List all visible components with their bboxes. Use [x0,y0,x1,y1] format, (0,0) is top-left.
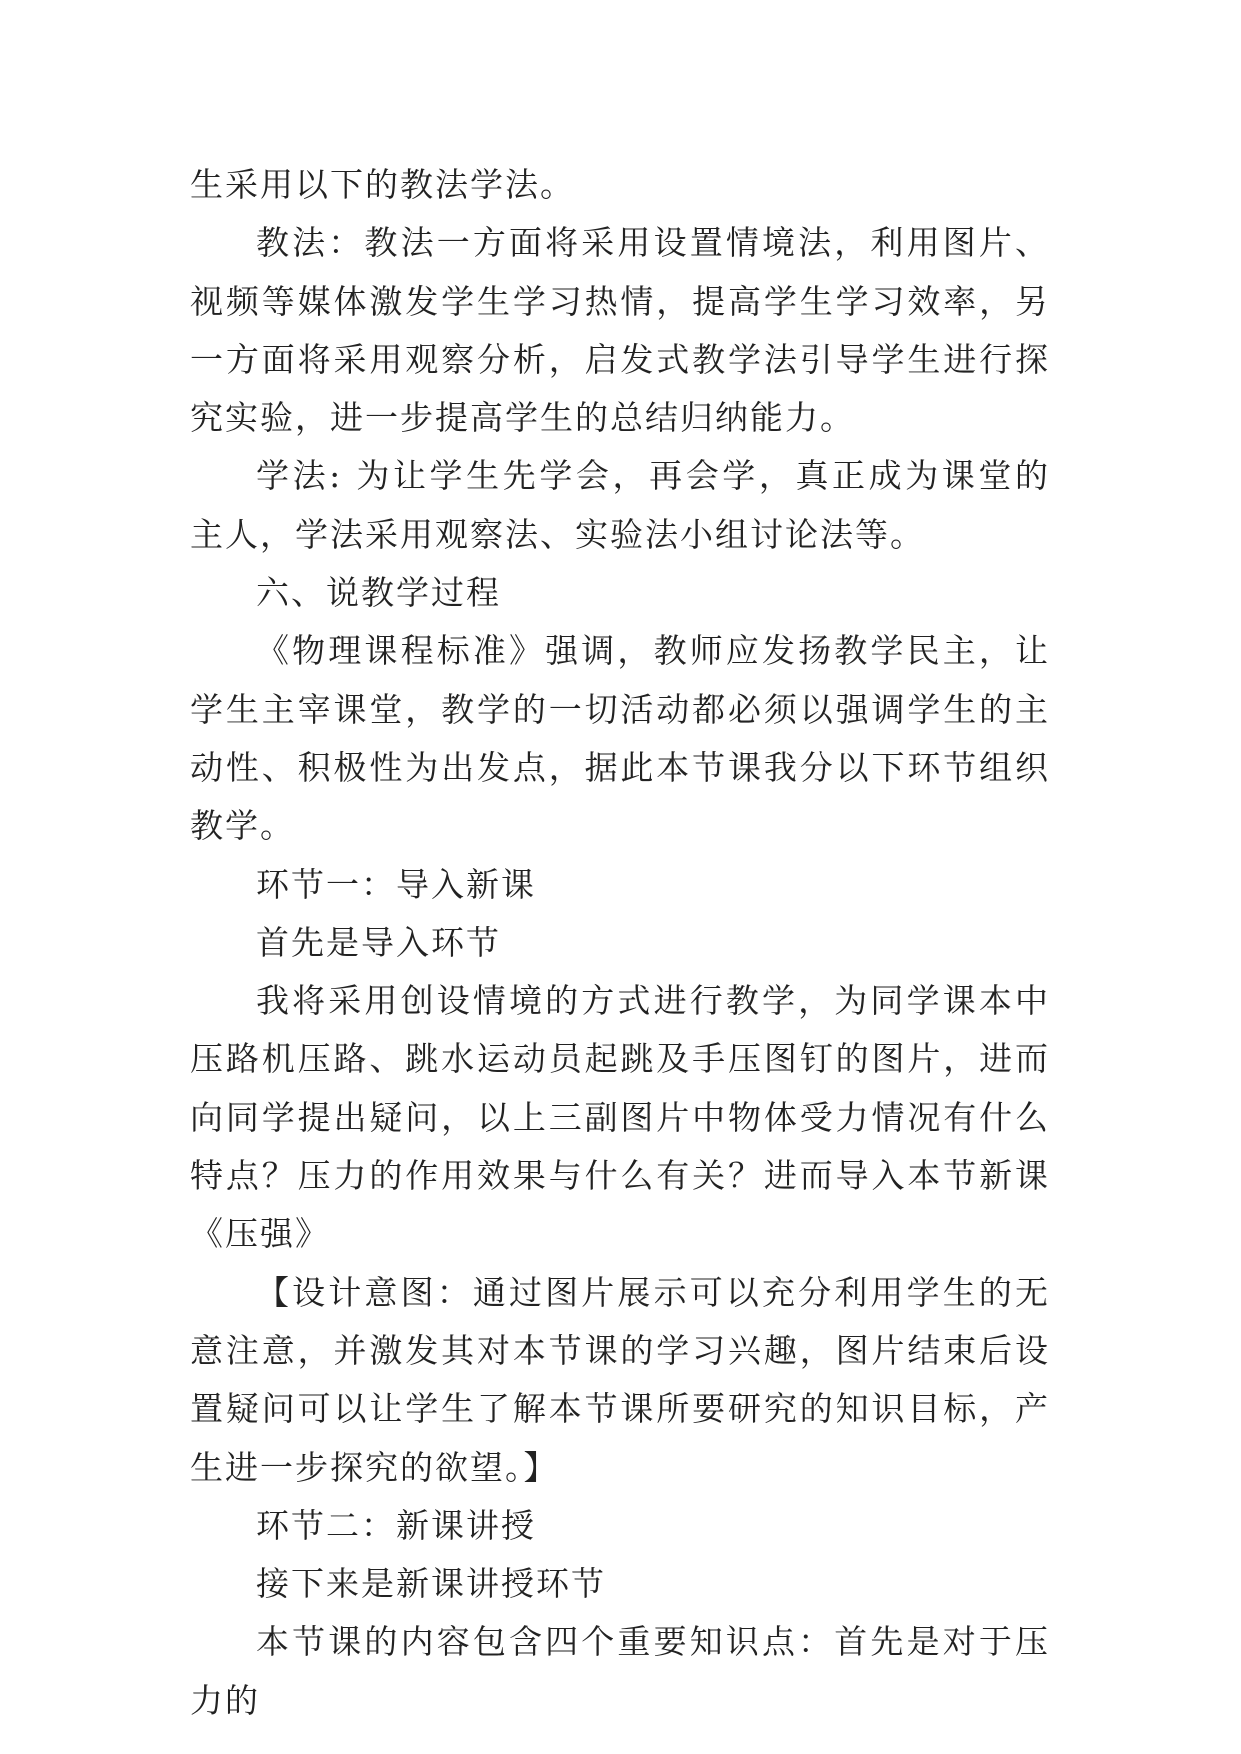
paragraph-knowledge-points: 本节课的内容包含四个重要知识点：首先是对于压力的 [190,1622,1050,1720]
paragraph-intro-stage: 首先是导入环节 [256,922,501,962]
section-heading-teaching-process: 六、说教学过程 [256,573,501,613]
paragraph-scenario-teaching: 我将采用创设情境的方式进行教学，为同学课本中压路机压路、跳水运动员起跳及手压图钉的图片，进而向同学提出疑问，以上三副图片中物体受力情况有什么特点？压力的作用效果与什么有关？进而导入本节新课《压强》 [190,981,1050,1254]
subheading-stage-two: 环节二：新课讲授 [256,1505,536,1545]
paragraph-curriculum-standard: 《物理课程标准》强调，教师应发扬教学民主，让学生主宰课堂，教学的一切活动都必须以强调学生的主动性、积极性为出发点，据此本节课我分以下环节组织教学。 [190,631,1050,846]
paragraph-new-lesson-stage: 接下来是新课讲授环节 [256,1564,606,1604]
paragraph-design-intent: 【设计意图：通过图片展示可以充分利用学生的无意注意，并激发其对本节课的学习兴趣，图片结束后设置疑问可以让学生了解本节课所要研究的知识目标，产生进一步探究的欲望。】 [190,1272,1050,1487]
subheading-stage-one: 环节一：导入新课 [256,864,536,904]
paragraph-learning-method: 学法: 为让学生先学会，再会学，真正成为课堂的主人，学法采用观察法、实验法小组讨论法等。 [190,456,1050,554]
paragraph-continuation: 生采用以下的教法学法。 [190,165,575,204]
body-text [190,156,1050,1730]
paragraph-teaching-method: 教法：教法一方面将采用设置情境法，利用图片、视频等媒体激发学生学习热情，提高学生学习效率，另一方面将采用观察分析，启发式教学法引导学生进行探究实验，进一步提高学生的总结归纳能力。 [190,223,1050,438]
